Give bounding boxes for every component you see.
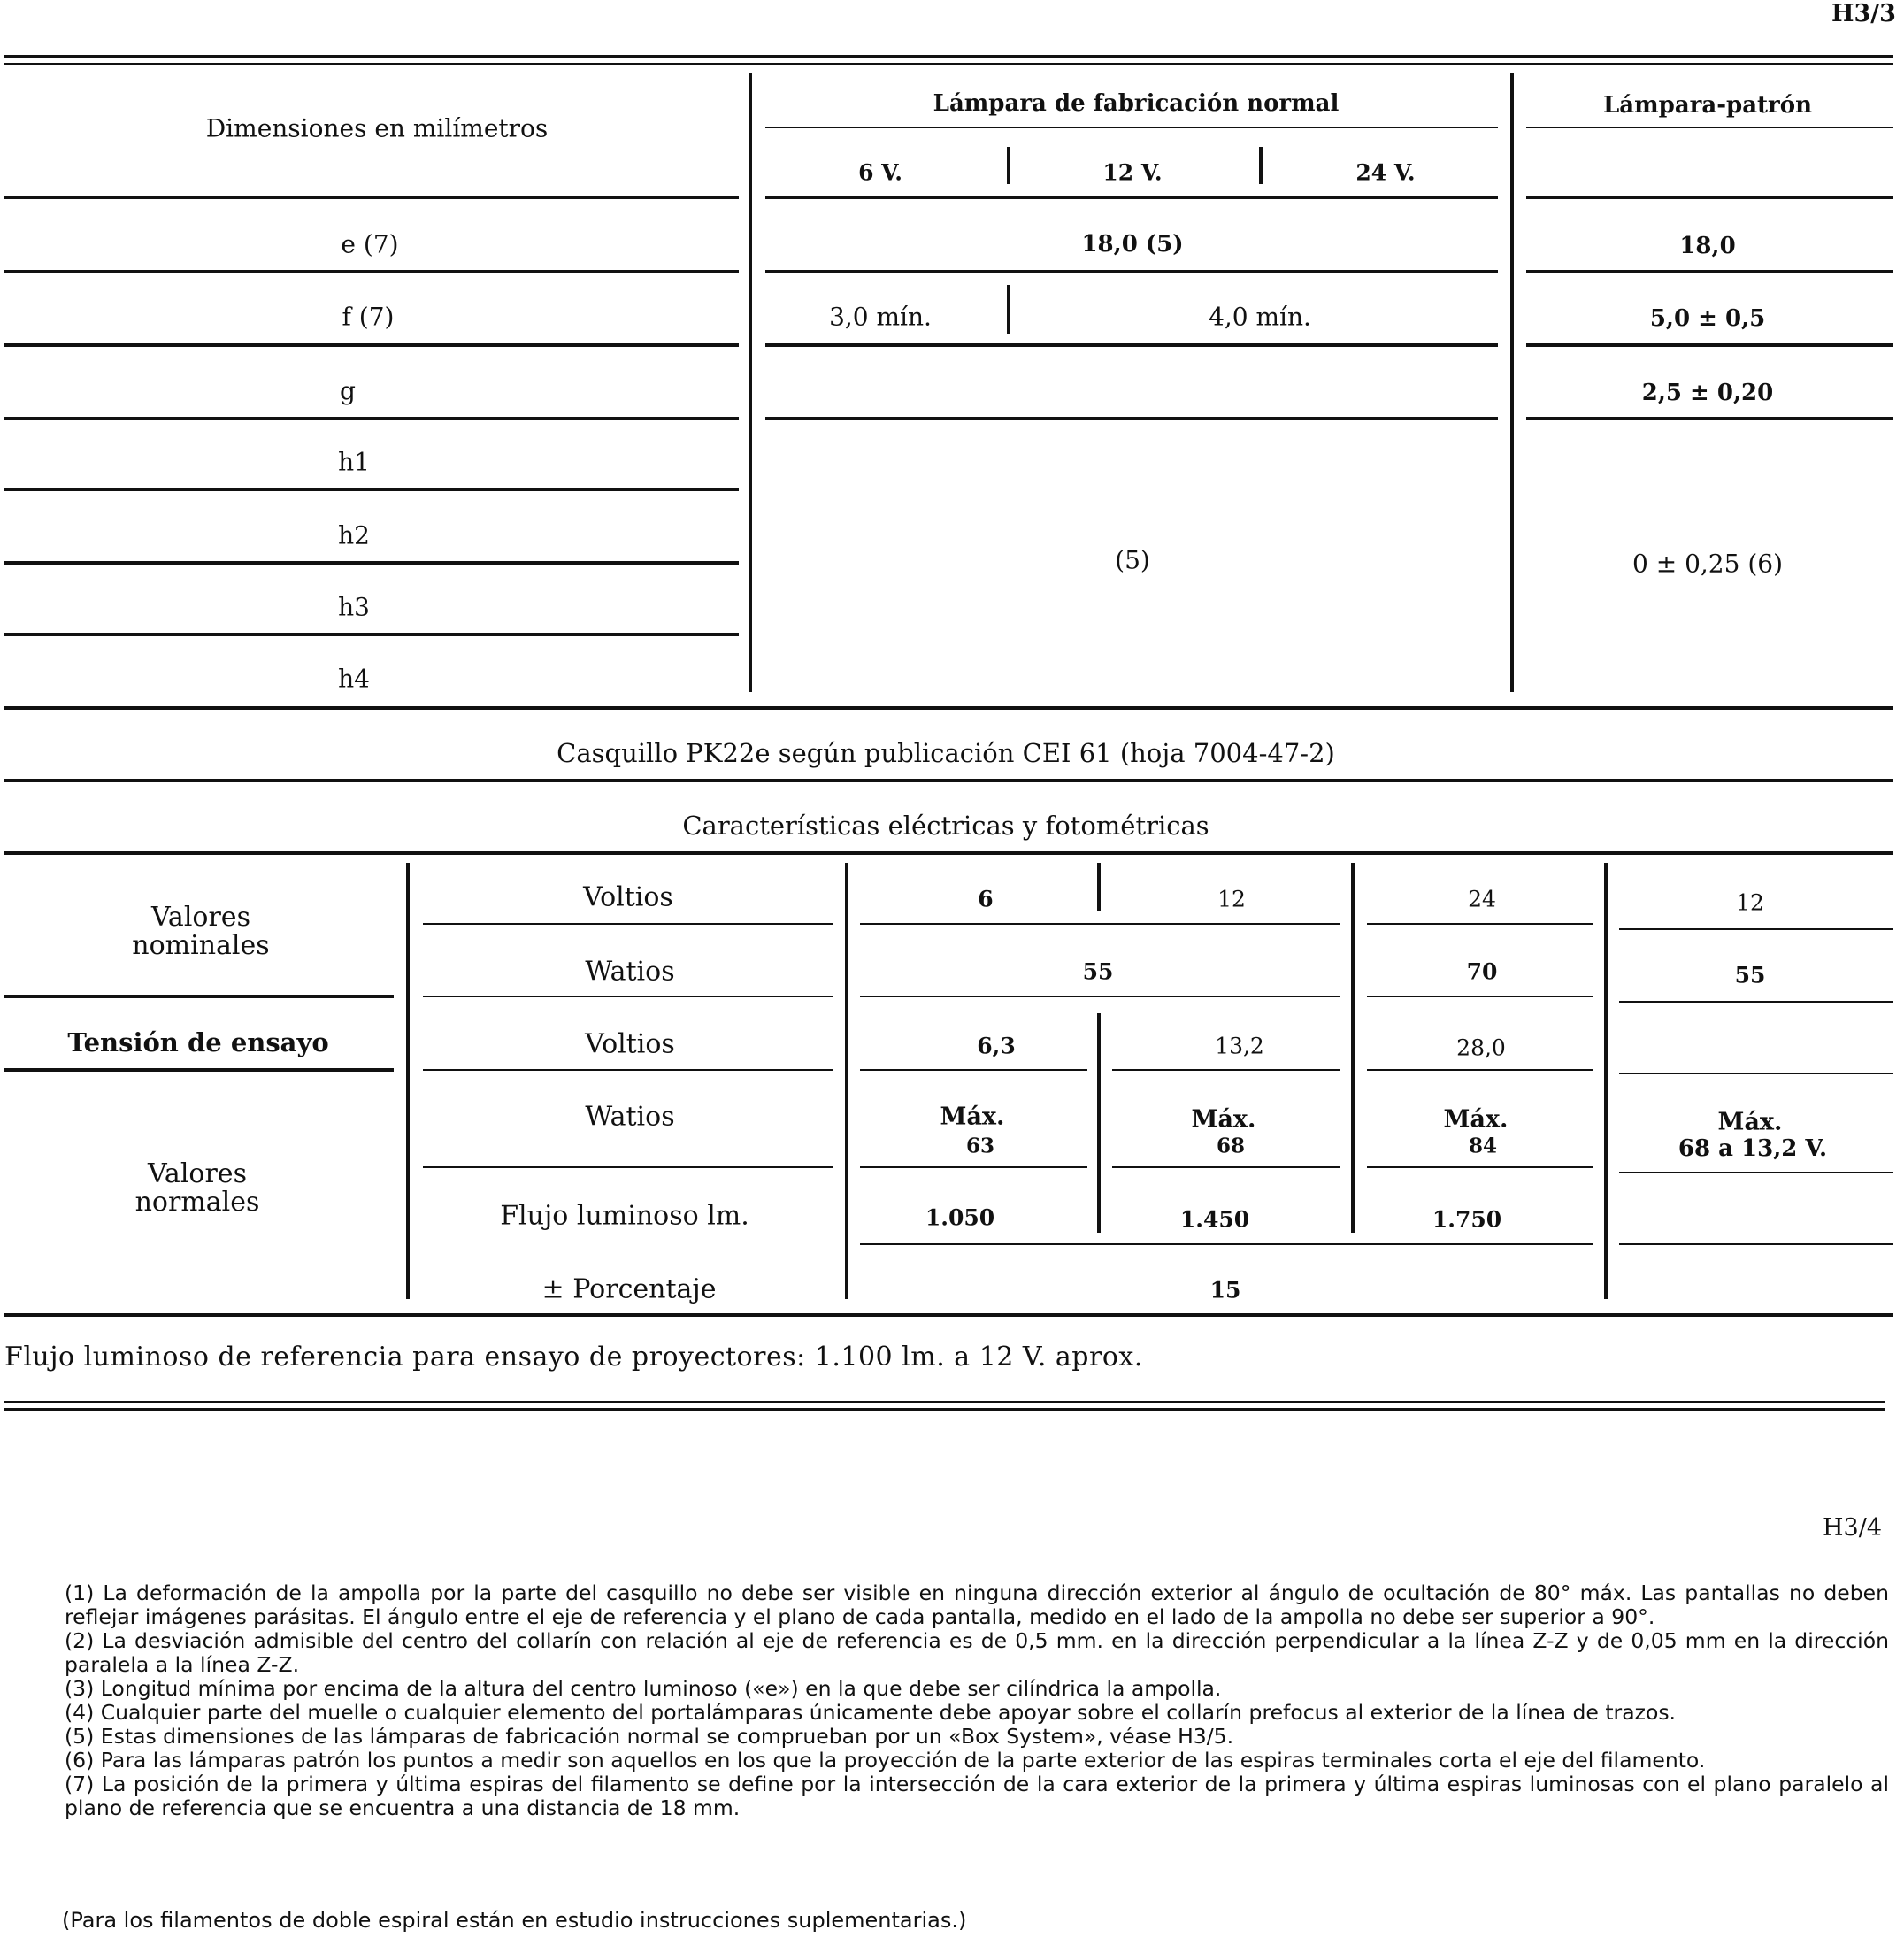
row-rule <box>4 488 739 491</box>
footnotes <box>4 1581 1889 1820</box>
row-rule <box>1619 1243 1893 1245</box>
nominal-volts-12: 12 <box>1217 886 1246 912</box>
electrical-title: Características eléctricas y fotométricas <box>682 811 1209 841</box>
row-rule <box>1526 343 1893 347</box>
row-rule <box>1367 923 1593 925</box>
row-rule <box>860 923 1340 925</box>
param-porcentaje: ± Porcentaje <box>541 1273 717 1305</box>
row-rule <box>423 923 833 925</box>
nominal-volts-6: 6 <box>978 886 994 912</box>
row-rule <box>423 1069 833 1071</box>
section-rule <box>4 779 1893 782</box>
row-rule <box>860 1166 1087 1168</box>
nominal-watts-6-12: 55 <box>1082 958 1114 985</box>
footnote-1: (1) La deformación de la ampolla por la parte del casquillo no debe ser visible en ninguna dirección exterior al ángulo de ocultación de 80° máx. Las pantallas no deben reflejar imágenes parásitas. El ángulo entre el eje de referencia y el plano de cada pantalla, medido en el lado de la ampolla no debe ser superior a 90°. <box>65 1580 1889 1629</box>
cap-line: Casquillo PK22e según publicación CEI 61 (hoja 7004-47-2) <box>557 738 1335 768</box>
voltage-divider <box>1007 147 1010 184</box>
tolerance-percent: 15 <box>1209 1277 1241 1304</box>
row-rule <box>1526 417 1893 420</box>
footnote-5: (5) Estas dimensiones de las lámparas de fabricación normal se comprueban por un «Box System», véase H3/5. <box>65 1724 1234 1749</box>
footnote-4: (4) Cualquier parte del muelle o cualquier elemento del portalámparas únicamente debe apoyar sobre el collarín prefocus al exterior de la línea de trazos. <box>65 1700 1677 1725</box>
row-rule <box>860 1243 1593 1245</box>
row-rule <box>4 343 739 347</box>
group-test-voltage: Tensión de ensayo <box>67 1027 329 1057</box>
row-rule <box>423 1166 833 1168</box>
bottom-rule-thick <box>4 1408 1885 1411</box>
row-h-normal: (5) <box>1115 545 1150 575</box>
row-rule <box>4 995 394 998</box>
max-label-24: Máx. <box>1443 1105 1509 1134</box>
table-bottom-rule <box>4 706 1893 710</box>
row-e-normal: 18,0 (5) <box>1081 231 1184 258</box>
param-watios-2: Watios <box>585 1101 675 1133</box>
nominal-volts-standard: 12 <box>1736 889 1764 916</box>
group-normal-text: Valores normales <box>134 1158 260 1218</box>
footnote-3: (3) Longitud mínima por encima de la altura del centro luminoso («e») en la que debe ser cilíndrica la ampolla. <box>65 1676 1222 1701</box>
row-rule <box>1112 1069 1340 1071</box>
row-h-standard: 0 ± 0,25 (6) <box>1632 549 1783 579</box>
flux-6: 1.050 <box>925 1204 995 1231</box>
page-code-top: H3/3 <box>1831 0 1896 27</box>
row-rule <box>4 270 739 273</box>
flux-12: 1.450 <box>1179 1206 1250 1233</box>
row-rule <box>765 417 1498 420</box>
max-watts-12: 68 <box>1216 1134 1246 1158</box>
col-divider <box>1097 863 1101 911</box>
bottom-rule <box>4 1401 1885 1403</box>
row-h3-label: h3 <box>338 592 370 622</box>
max-watts-standard: 68 a 13,2 V. <box>1678 1135 1828 1162</box>
row-g-label: g <box>340 376 356 406</box>
row-f-label: f (7) <box>342 302 395 332</box>
row-rule <box>4 417 739 420</box>
row-h2-label: h2 <box>338 520 370 550</box>
group-normal <box>122 1160 273 1217</box>
row-rule <box>860 996 1340 997</box>
col-divider <box>1510 73 1514 692</box>
col-divider <box>845 863 848 1299</box>
row-g-standard: 2,5 ± 0,20 <box>1641 380 1774 406</box>
row-rule <box>1367 996 1593 997</box>
param-flujo: Flujo luminoso lm. <box>500 1200 749 1232</box>
top-rule-thin <box>4 63 1893 65</box>
param-voltios-2: Voltios <box>585 1028 675 1060</box>
row-rule <box>765 343 1498 347</box>
row-rule <box>1526 270 1893 273</box>
row-e-label: e (7) <box>341 229 399 259</box>
top-rule <box>4 55 1893 58</box>
col-divider <box>1604 863 1608 1299</box>
col-divider <box>406 863 410 1299</box>
page-code-bottom: H3/4 <box>1823 1514 1882 1542</box>
test-volts-6: 6,3 <box>977 1033 1016 1059</box>
row-rule <box>1619 1172 1893 1173</box>
max-watts-6: 63 <box>965 1134 995 1158</box>
row-rule <box>1619 1073 1893 1074</box>
row-f-normal-6v: 3,0 mín. <box>829 302 932 332</box>
test-volts-24: 28,0 <box>1456 1034 1506 1061</box>
final-note: (Para los filamentos de doble espiral están en estudio instrucciones suplementarias.) <box>62 1908 967 1933</box>
param-watios-1: Watios <box>585 956 675 988</box>
row-rule <box>1619 1001 1893 1003</box>
row-rule <box>1367 1166 1593 1168</box>
max-label-12: Máx. <box>1191 1105 1256 1134</box>
normal-lamp-label: Lámpara de fabricación normal <box>933 90 1340 117</box>
voltage-12v: 12 V. <box>1102 159 1163 186</box>
row-f-normal-12-24v: 4,0 mín. <box>1209 302 1311 332</box>
row-rule <box>765 196 1498 199</box>
voltage-divider <box>1259 147 1263 184</box>
voltage-24v: 24 V. <box>1355 159 1416 186</box>
row-rule <box>1112 1166 1340 1168</box>
group-nominal <box>126 904 276 960</box>
row-rule <box>4 1068 394 1072</box>
footnote-2: (2) La desviación admisible del centro del collarín con relación al eje de referencia es de 0,5 mm. en la dirección perpendicular a la línea Z-Z y de 0,05 mm en la dirección paralela a la línea Z-Z. <box>65 1628 1889 1677</box>
row-rule <box>765 270 1498 273</box>
footnote-7: (7) La posición de la primera y última espiras del filamento se define por la intersección de la cara exterior de la primera y última espiras luminosas con el plano paralelo al plano de referencia que se encuentra a una distancia de 18 mm. <box>65 1772 1889 1820</box>
group-nominal-text: Valores nominales <box>132 902 270 961</box>
col-divider <box>1097 1013 1101 1233</box>
header-rule <box>1526 127 1893 128</box>
row-rule <box>1367 1069 1593 1071</box>
row-e-standard: 18,0 <box>1679 233 1736 259</box>
nominal-watts-standard: 55 <box>1734 962 1766 988</box>
max-label-6: Máx. <box>940 1103 1005 1131</box>
reference-flux: Flujo luminoso de referencia para ensayo de proyectores: 1.100 lm. a 12 V. aprox. <box>4 1342 1143 1373</box>
header-rule <box>765 127 1498 128</box>
row-rule <box>4 633 739 636</box>
col-divider <box>749 73 752 692</box>
row-rule <box>860 1069 1087 1071</box>
row-rule <box>423 996 833 997</box>
row-rule <box>1526 196 1893 199</box>
voltage-6v: 6 V. <box>858 159 902 186</box>
table-bottom-rule <box>4 1313 1893 1317</box>
row-rule <box>4 561 739 565</box>
row-rule <box>1619 928 1893 930</box>
max-watts-24: 84 <box>1468 1134 1498 1158</box>
max-label-standard: Máx. <box>1717 1108 1783 1136</box>
param-voltios-1: Voltios <box>583 881 673 913</box>
nominal-watts-24: 70 <box>1466 958 1498 985</box>
row-h4-label: h4 <box>338 664 370 694</box>
col-divider <box>1351 863 1355 1233</box>
standard-lamp-label: Lámpara-patrón <box>1603 92 1812 119</box>
row-f-standard: 5,0 ± 0,5 <box>1649 305 1766 332</box>
footnote-6: (6) Para las lámparas patrón los puntos a medir son aquellos en los que la proyección de la parte exterior de las espiras terminales corta el eje del filamento. <box>65 1748 1706 1773</box>
row-rule <box>4 196 739 199</box>
nominal-volts-24: 24 <box>1468 886 1496 912</box>
section-rule <box>4 851 1893 855</box>
flux-24: 1.750 <box>1432 1206 1502 1233</box>
test-volts-12: 13,2 <box>1215 1033 1264 1059</box>
dimensions-label: Dimensiones en milímetros <box>205 113 549 143</box>
f-divider <box>1007 285 1010 334</box>
row-h1-label: h1 <box>338 447 370 477</box>
